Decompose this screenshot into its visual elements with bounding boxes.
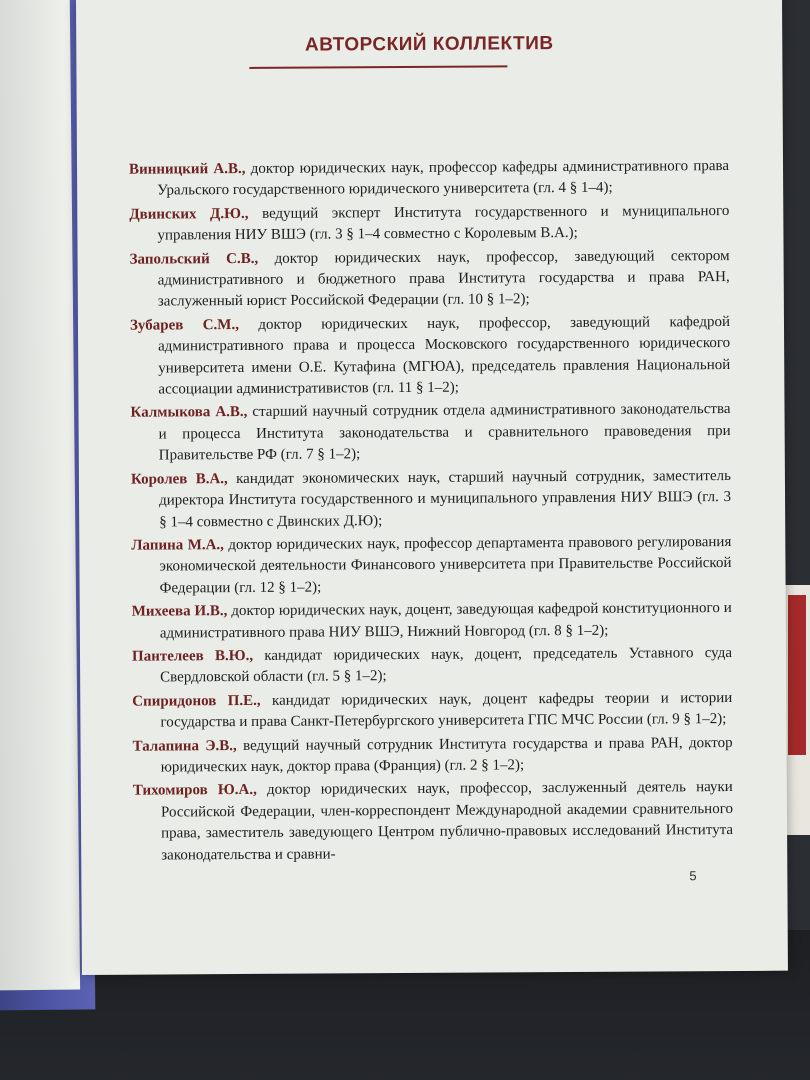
author-entry: [133, 777, 734, 866]
author-description: доктор юридических наук, профессор, заведующий сектором административного и бюджетного права Института государства и права РАН, заслуженный юрист Российской Федерации (гл. 10 § 1–2);: [157, 247, 730, 310]
author-name: Лапина М.А.,: [131, 537, 224, 554]
author-name: Винницкий А.В.,: [128, 160, 246, 178]
author-description: доктор юридических наук, профессор, заслуженный деятель науки Российской Федерации, член-корреспондент Международной академии сравнительного права, заместитель заведующего Центром публично-правовых исследований Института законодательства и сравни-: [160, 779, 734, 864]
author-name: Спиридонов П.Е.,: [132, 692, 261, 710]
author-description: доктор юридических наук, профессор департамента правового регулирования экономической деятельности Финансового университета при Правительстве Российской Федерации (гл. 12 § 1–2);: [159, 533, 732, 597]
author-description: кандидат экономических наук, старший научный сотрудник, заместитель директора Института государственного и муниципального управления НИУ ВШЭ (гл. 3 § 1–4 совместно с Двинских Д.Ю);: [159, 467, 732, 531]
author-description: ведущий научный сотрудник Института государства и права РАН, доктор юридических наук, доктор права (Франция) (гл. 2 § 1–2);: [160, 734, 733, 776]
side-book-stripe: [788, 595, 806, 755]
author-description: доктор юридических наук, профессор кафедры административного права Уральского государственного юридического университета (гл. 4 § 1–4);: [157, 158, 730, 199]
page-title: АВТОРСКИЙ КОЛЛЕКТИВ: [304, 33, 554, 56]
author-entry: [129, 201, 729, 247]
author-entry: [132, 643, 732, 689]
author-name: Талапина Э.В.,: [132, 737, 237, 755]
authors-list: [129, 156, 733, 869]
document-page: [76, 0, 788, 975]
author-description: старший научный сотрудник отдела административного законодательства и процесса Института законодательства и сравнительного правоведения при Правительстве РФ (гл. 7 § 1–2);: [158, 401, 731, 464]
author-description: доктор юридических наук, доцент, заведующая кафедрой конституционного и административного права НИУ ВШЭ, Нижний Новгород (гл. 8 § 1–2);: [159, 600, 732, 642]
author-description: кандидат юридических наук, доцент кафедры теории и истории государства и права Санкт-Петербургского университета ГПС МЧС России (гл. 9 § 1–2);: [160, 689, 733, 731]
author-entry: [132, 598, 732, 644]
author-entry: [131, 532, 731, 600]
author-name: Пантелеев В.Ю.,: [131, 647, 254, 665]
page-number: 5: [689, 868, 697, 884]
author-entry: [132, 733, 732, 779]
author-entry: [129, 156, 729, 202]
author-entry: [131, 466, 731, 534]
author-name: Калмыкова А.В.,: [130, 404, 248, 422]
author-name: Королев В.А.,: [130, 470, 228, 488]
author-name: Запольский С.В.,: [129, 250, 259, 268]
author-name: Тихомиров Ю.А.,: [132, 782, 257, 800]
author-description: кандидат юридических наук, доцент, председатель Уставного суда Свердловской области (гл. 5 § 1–2);: [160, 644, 733, 686]
author-name: Михеева И.В.,: [131, 603, 228, 620]
author-entry: [132, 688, 732, 734]
author-description: ведущий эксперт Института государственного и муниципального управления НИУ ВШЭ (гл. 3 § 1–4 совместно с Королевым В.А.);: [157, 202, 730, 244]
author-entry: [130, 246, 730, 314]
author-name: Зубарев С.М.,: [129, 316, 239, 334]
author-entry: [130, 312, 731, 401]
author-entry: [130, 399, 730, 467]
title-underline: [249, 65, 507, 69]
author-name: Двинских Д.Ю.,: [129, 205, 249, 223]
author-description: доктор юридических наук, профессор, заведующий кафедрой административного права и процесса Московского государственного юридического университета имени О.Е. Кутафина (МГЮА), председатель правления Национальной ассоциации административистов (гл. 11 § 1–2);: [158, 313, 731, 398]
left-page-edge: [0, 0, 80, 991]
